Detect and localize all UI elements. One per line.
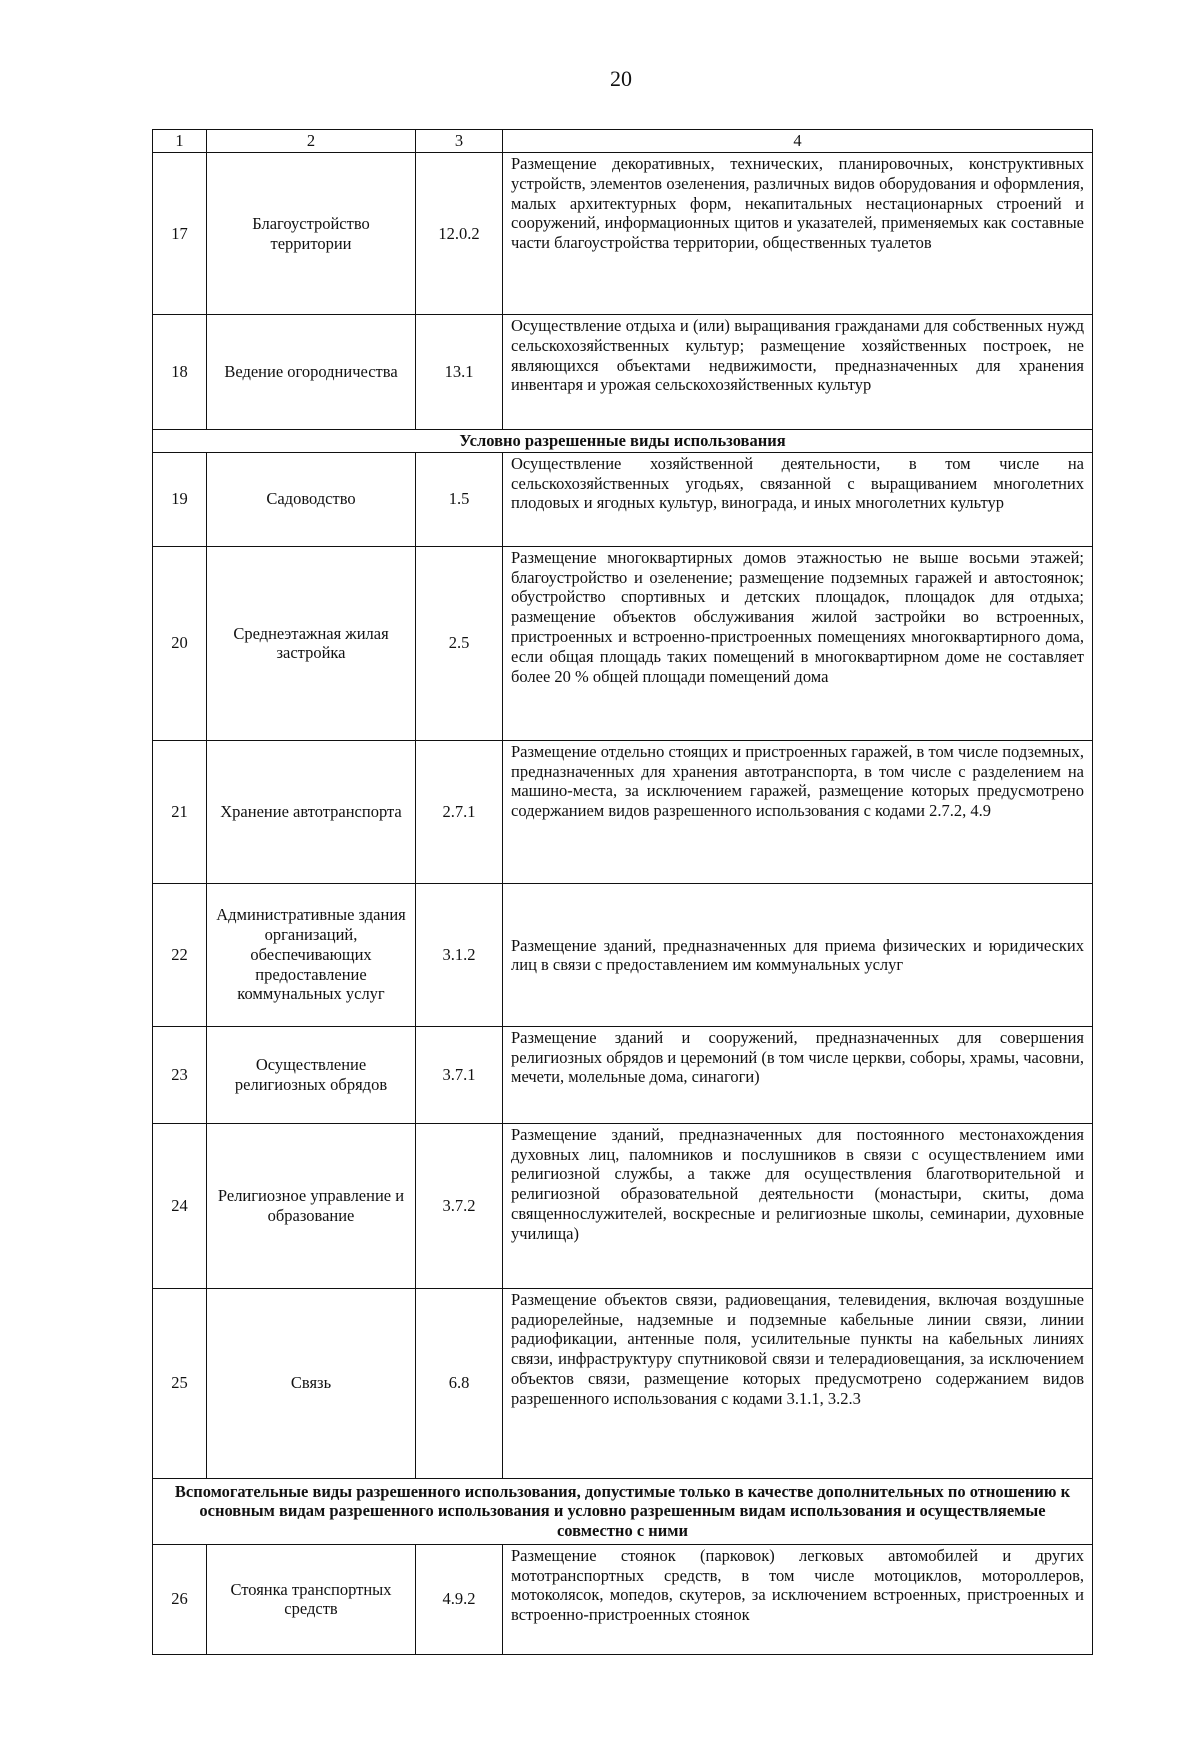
header-col-1: 1 bbox=[153, 130, 207, 153]
use-name: Стоянка транспортных средств bbox=[207, 1544, 416, 1654]
use-code: 12.0.2 bbox=[416, 153, 503, 315]
table-header-row bbox=[153, 130, 1093, 153]
table-row bbox=[153, 883, 1093, 1026]
table-row bbox=[153, 546, 1093, 740]
use-code: 4.9.2 bbox=[416, 1544, 503, 1654]
use-code: 3.7.1 bbox=[416, 1026, 503, 1123]
use-description: Размещение декоративных, технических, планировочных, конструктивных устройств, элементов озеленения, различных видов оборудования и оформления, малых архитектурных форм, некапитальных нестационарных строений и сооружений, информационных щитов и указателей, применяемых как составные части благоустройства территории, общественных туалетов bbox=[503, 153, 1093, 315]
use-description: Размещение зданий, предназначенных для постоянного местонахождения духовных лиц, паломников и послушников в связи с осуществлением ими религиозной службы, а также для осуществления благотворительной и религиозной образовательной деятельности (монастыри, скиты, дома священнослужителей, воскресные и религиозные школы, семинарии, духовные училища) bbox=[503, 1123, 1093, 1288]
use-name: Садоводство bbox=[207, 452, 416, 546]
use-code: 3.1.2 bbox=[416, 883, 503, 1026]
use-code: 2.5 bbox=[416, 546, 503, 740]
use-name: Осуществление религиозных обрядов bbox=[207, 1026, 416, 1123]
use-description: Размещение объектов связи, радиовещания, телевидения, включая воздушные радиорелейные, надземные и подземные кабельные линии связи, линии радиофикации, антенные поля, усилительные пункты на кабельных линиях связи, инфраструктуру спутниковой связи и телерадиовещания, за исключением объектов связи, размещение которых предусмотрено содержанием видов разрешенного использования с кодами 3.1.1, 3.2.3 bbox=[503, 1288, 1093, 1478]
row-number: 26 bbox=[153, 1544, 207, 1654]
row-number: 20 bbox=[153, 546, 207, 740]
page-number: 20 bbox=[610, 66, 632, 91]
use-description: Размещение зданий и сооружений, предназначенных для совершения религиозных обрядов и церемоний (в том числе церкви, соборы, храмы, часовни, мечети, молельные дома, синагоги) bbox=[503, 1026, 1093, 1123]
row-number: 24 bbox=[153, 1123, 207, 1288]
table-row bbox=[153, 153, 1093, 315]
header-col-2: 2 bbox=[207, 130, 416, 153]
use-code: 3.7.2 bbox=[416, 1123, 503, 1288]
use-description: Размещение зданий, предназначенных для приема физических и юридических лиц в связи с предоставлением им коммунальных услуг bbox=[503, 883, 1093, 1026]
use-name: Благоустройство территории bbox=[207, 153, 416, 315]
table-row bbox=[153, 1288, 1093, 1478]
table-row bbox=[153, 315, 1093, 430]
land-use-table bbox=[152, 129, 1093, 1655]
row-number: 19 bbox=[153, 452, 207, 546]
section-row-auxiliary bbox=[153, 1478, 1093, 1544]
table-row bbox=[153, 1544, 1093, 1654]
use-name: Религиозное управление и образование bbox=[207, 1123, 416, 1288]
header-col-3: 3 bbox=[416, 130, 503, 153]
row-number: 21 bbox=[153, 740, 207, 883]
section-title-conditional: Условно разрешенные виды использования bbox=[153, 430, 1093, 453]
row-number: 18 bbox=[153, 315, 207, 430]
table-row bbox=[153, 740, 1093, 883]
table-row bbox=[153, 452, 1093, 546]
use-code: 13.1 bbox=[416, 315, 503, 430]
use-description: Размещение отдельно стоящих и пристроенных гаражей, в том числе подземных, предназначенных для хранения автотранспорта, в том числе с разделением на машино-места, за исключением гаражей, размещение которых предусмотрено содержанием видов разрешенного использования с кодами 2.7.2, 4.9 bbox=[503, 740, 1093, 883]
row-number: 17 bbox=[153, 153, 207, 315]
use-code: 2.7.1 bbox=[416, 740, 503, 883]
use-name: Среднеэтажная жилая застройка bbox=[207, 546, 416, 740]
use-name: Ведение огородничества bbox=[207, 315, 416, 430]
use-name: Хранение автотранспорта bbox=[207, 740, 416, 883]
header-col-4: 4 bbox=[503, 130, 1093, 153]
use-description: Осуществление хозяйственной деятельности, в том числе на сельскохозяйственных угодьях, связанной с выращиванием многолетних плодовых и ягодных культур, винограда, и иных многолетних культур bbox=[503, 452, 1093, 546]
use-description: Размещение стоянок (парковок) легковых автомобилей и других мототранспортных средств, в том числе мотоциклов, мотороллеров, мотоколясок, мопедов, скутеров, за исключением встроенных, пристроенных и встроенно-пристроенных стоянок bbox=[503, 1544, 1093, 1654]
row-number: 25 bbox=[153, 1288, 207, 1478]
use-code: 6.8 bbox=[416, 1288, 503, 1478]
use-name: Административные здания организаций, обеспечивающих предоставление коммунальных услуг bbox=[207, 883, 416, 1026]
use-code: 1.5 bbox=[416, 452, 503, 546]
use-description: Размещение многоквартирных домов этажностью не выше восьми этажей; благоустройство и озеленение; размещение подземных гаражей и автостоянок; обустройство спортивных и детских площадок, площадок для отдыха; размещение объектов обслуживания жилой застройки во встроенных, пристроенных и встроенно-пристроенных помещениях многоквартирного дома, если общая площадь таких помещений в многоквартирном доме не составляет более 20 % общей площади помещений дома bbox=[503, 546, 1093, 740]
table-row bbox=[153, 1123, 1093, 1288]
use-name: Связь bbox=[207, 1288, 416, 1478]
section-title-auxiliary: Вспомогательные виды разрешенного использования, допустимые только в качестве дополнительных по отношению к основным видам разрешенного использования и условно разрешенным видам использования и осуществляемые совместно с ними bbox=[153, 1478, 1093, 1544]
use-description: Осуществление отдыха и (или) выращивания гражданами для собственных нужд сельскохозяйственных культур; размещение хозяйственных построек, не являющихся объектами недвижимости, предназначенных для хранения инвентаря и урожая сельскохозяйственных культур bbox=[503, 315, 1093, 430]
table-row bbox=[153, 1026, 1093, 1123]
row-number: 23 bbox=[153, 1026, 207, 1123]
section-row-conditional bbox=[153, 430, 1093, 453]
row-number: 22 bbox=[153, 883, 207, 1026]
